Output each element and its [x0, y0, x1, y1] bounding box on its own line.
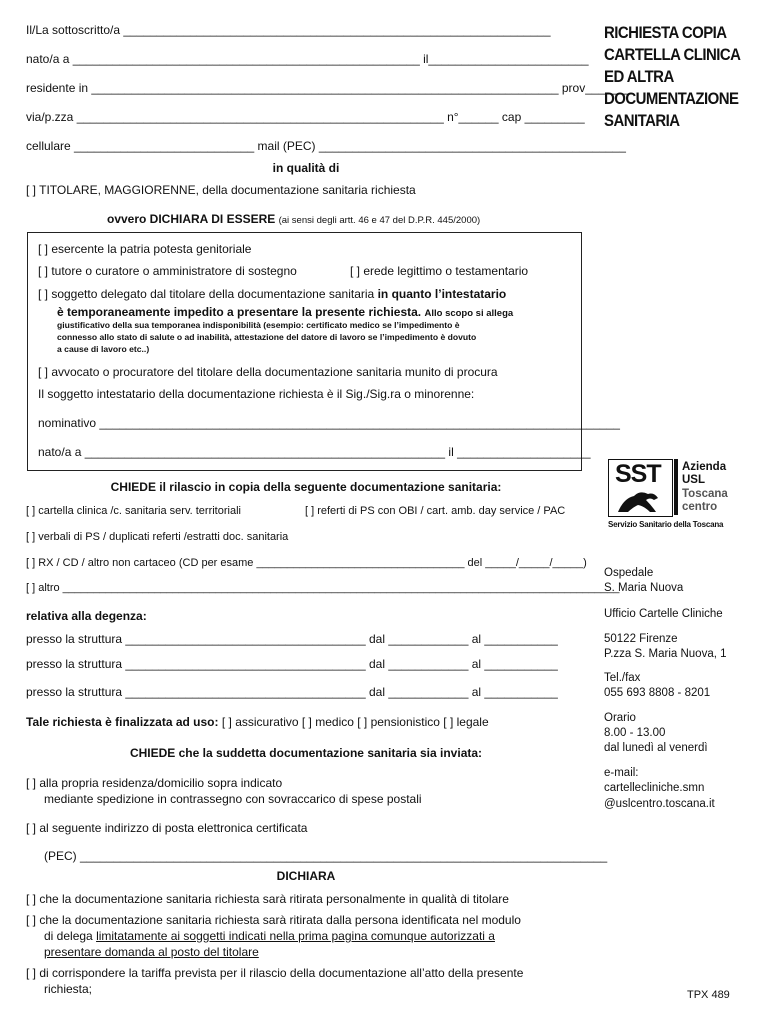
- struttura-row[interactable]: presso la struttura ____________________________________ dal ____________ al ___________: [26, 632, 558, 646]
- contact-tel: 055 693 8808 - 8201: [604, 687, 711, 699]
- contact-ospedale: Ospedale: [604, 567, 654, 579]
- delegato-label: [ ] soggetto delegato dal titolare della documentazione sanitaria: [38, 287, 375, 301]
- contact-piazza: P.zza S. Maria Nuova, 1: [604, 648, 727, 660]
- tutore-checkbox[interactable]: [ ] tutore o curatore o amministratore di sostegno: [38, 264, 297, 278]
- contact-ufficio: Ufficio Cartelle Cliniche: [604, 608, 723, 620]
- residenza-checkbox[interactable]: [ ] alla propria residenza/domicilio sopra indicato: [26, 776, 283, 790]
- esercente-checkbox[interactable]: [ ] esercente la patria potesta genitoriale: [38, 242, 252, 256]
- struttura-row[interactable]: presso la struttura ____________________________________ dal ____________ al ___________: [26, 657, 558, 671]
- note-line-2: connesso allo stato di salute o ad inabilità, attestazione del datore di lavoro se l’impedimento è dovuto: [57, 332, 477, 342]
- delega-underlined: limitatamente ai soggetti indicati nella prima pagina comunque autorizzati a: [96, 929, 495, 943]
- contact-cap: 50122 Firenze: [604, 633, 678, 645]
- address-field[interactable]: via/p.zza _______________________________________________________ n°______ cap _________: [26, 110, 585, 124]
- tariffa-note: richiesta;: [44, 982, 93, 996]
- contact-giorni: dal lunedì al venerdì: [604, 742, 708, 754]
- ritiro-delega-checkbox[interactable]: [ ] che la documentazione sanitaria richiesta sarà ritirata dalla persona identificata nel modulo: [26, 913, 521, 927]
- logo-centro: centro: [682, 501, 718, 513]
- contact-tel-label: Tel./fax: [604, 672, 641, 684]
- box-birthplace-field[interactable]: nato/a a ______________________________________________________ il ____________________: [38, 445, 591, 459]
- tariffa-checkbox[interactable]: [ ] di corrispondere la tariffa prevista per il rilascio della documentazione all’atto della presente: [26, 966, 524, 980]
- impedito-text: è temporaneamente impedito a presentare la presente richiesta.: [57, 305, 422, 319]
- contact-email-label: e-mail:: [604, 767, 639, 779]
- phone-mail-field[interactable]: cellulare ___________________________ mail (PEC) ______________________________________________: [26, 139, 626, 153]
- title-line: CARTELLA CLINICA: [604, 45, 741, 64]
- avvocato-checkbox[interactable]: [ ] avvocato o procuratore del titolare della documentazione sanitaria munito di procura: [38, 365, 498, 379]
- finalita-options[interactable]: [ ] assicurativo [ ] medico [ ] pensionistico [ ] legale: [221, 715, 489, 729]
- impedito-note: Allo scopo si allega: [424, 308, 514, 319]
- pec-field[interactable]: (PEC) _______________________________________________________________________________: [44, 849, 608, 863]
- delega-underlined-2: presentare domanda al posto del titolare: [44, 945, 259, 959]
- invio-heading: CHIEDE che la suddetta documentazione sanitaria sia inviata:: [129, 746, 483, 760]
- sst-mark: [608, 459, 673, 517]
- erede-checkbox[interactable]: [ ] erede legittimo o testamentario: [350, 264, 529, 278]
- rx-checkbox[interactable]: [ ] RX / CD / altro non cartaceo (CD per esame __________________________________ del _____/_____/_____): [26, 557, 587, 569]
- horse-icon: [610, 488, 671, 514]
- logo-azienda: Azienda: [682, 461, 727, 473]
- sst-text: SST: [615, 460, 661, 488]
- residenza-note: mediante spedizione in contrassegno con sovraccarico di spese postali: [44, 792, 422, 806]
- title-line: DOCUMENTAZIONE: [604, 89, 739, 108]
- contact-email-1: cartellecliniche.smn: [604, 782, 705, 794]
- delegato-bold: in quanto l’intestatario: [377, 287, 507, 301]
- logo-subtitle: Servizio Sanitario della Toscana: [608, 520, 724, 529]
- note-line-1: giustificativo della sua temporanea indisponibilità (esempio: certificato medico se l’impedimento è: [57, 320, 460, 330]
- verbali-checkbox[interactable]: [ ] verbali di PS / duplicati referti /estratti doc. sanitaria: [26, 531, 289, 543]
- referti-checkbox[interactable]: [ ] referti di PS con OBI / cart. amb. day service / PAC: [305, 505, 566, 517]
- degenza-heading: relativa alla degenza:: [26, 609, 147, 623]
- ovvero-heading: ovvero DICHIARA DI ESSERE: [107, 212, 276, 226]
- sst-logo: [608, 459, 748, 537]
- qualita-heading: in qualità di: [272, 161, 340, 175]
- sottoscritto-field[interactable]: Il/La sottoscritto/a ________________________________________________________________: [26, 23, 551, 37]
- birthplace-field[interactable]: nato/a a ____________________________________________________ il________________________: [26, 52, 589, 66]
- ritiro-titolare-checkbox[interactable]: [ ] che la documentazione sanitaria richiesta sarà ritirata personalmente in qualità di titolare: [26, 892, 509, 906]
- finalita-label: Tale richiesta è finalizzata ad uso:: [26, 715, 219, 729]
- logo-usl: USL: [682, 474, 705, 486]
- chiede-heading: CHIEDE il rilascio in copia della seguente documentazione sanitaria:: [110, 480, 502, 494]
- dichiara-heading: DICHIARA: [276, 869, 336, 883]
- altro-checkbox[interactable]: [ ] altro ___________________________________________________________________________________________: [26, 582, 620, 594]
- delegato-checkbox[interactable]: [38, 287, 506, 301]
- pec-checkbox[interactable]: [ ] al seguente indirizzo di posta elettronica certificata: [26, 821, 308, 835]
- residence-field[interactable]: residente in ______________________________________________________________________ prov_______: [26, 81, 632, 95]
- delega-label: di delega: [44, 929, 93, 943]
- form-code: TPX 489: [687, 989, 730, 1001]
- title-line: ED ALTRA: [604, 67, 674, 86]
- document-title: [604, 22, 745, 132]
- cartella-checkbox[interactable]: [ ] cartella clinica /c. sanitaria serv. territoriali: [26, 505, 241, 517]
- contact-nome: S. Maria Nuova: [604, 582, 684, 594]
- note-line-3: a cause di lavoro etc..): [57, 344, 150, 354]
- titolare-checkbox[interactable]: [ ] TITOLARE, MAGGIORENNE, della documentazione sanitaria richiesta: [26, 183, 416, 197]
- logo-bar: [674, 459, 678, 515]
- nominativo-field[interactable]: nominativo ______________________________________________________________________________: [38, 416, 620, 430]
- title-line: RICHIESTA COPIA: [604, 23, 727, 42]
- logo-toscana: Toscana: [682, 488, 728, 500]
- struttura-row[interactable]: presso la struttura ____________________________________ dal ____________ al ___________: [26, 685, 558, 699]
- contact-email-2: @uslcentro.toscana.it: [604, 798, 715, 810]
- ovvero-note: (ai sensi degli artt. 46 e 47 del D.P.R. 445/2000): [278, 215, 481, 226]
- contact-orario: 8.00 - 13.00: [604, 727, 666, 739]
- contact-orario-label: Orario: [604, 712, 636, 724]
- title-line: SANITARIA: [604, 111, 680, 130]
- intestatario-text: Il soggetto intestatario della documentazione richiesta è il Sig./Sig.ra o minorenne:: [38, 387, 475, 401]
